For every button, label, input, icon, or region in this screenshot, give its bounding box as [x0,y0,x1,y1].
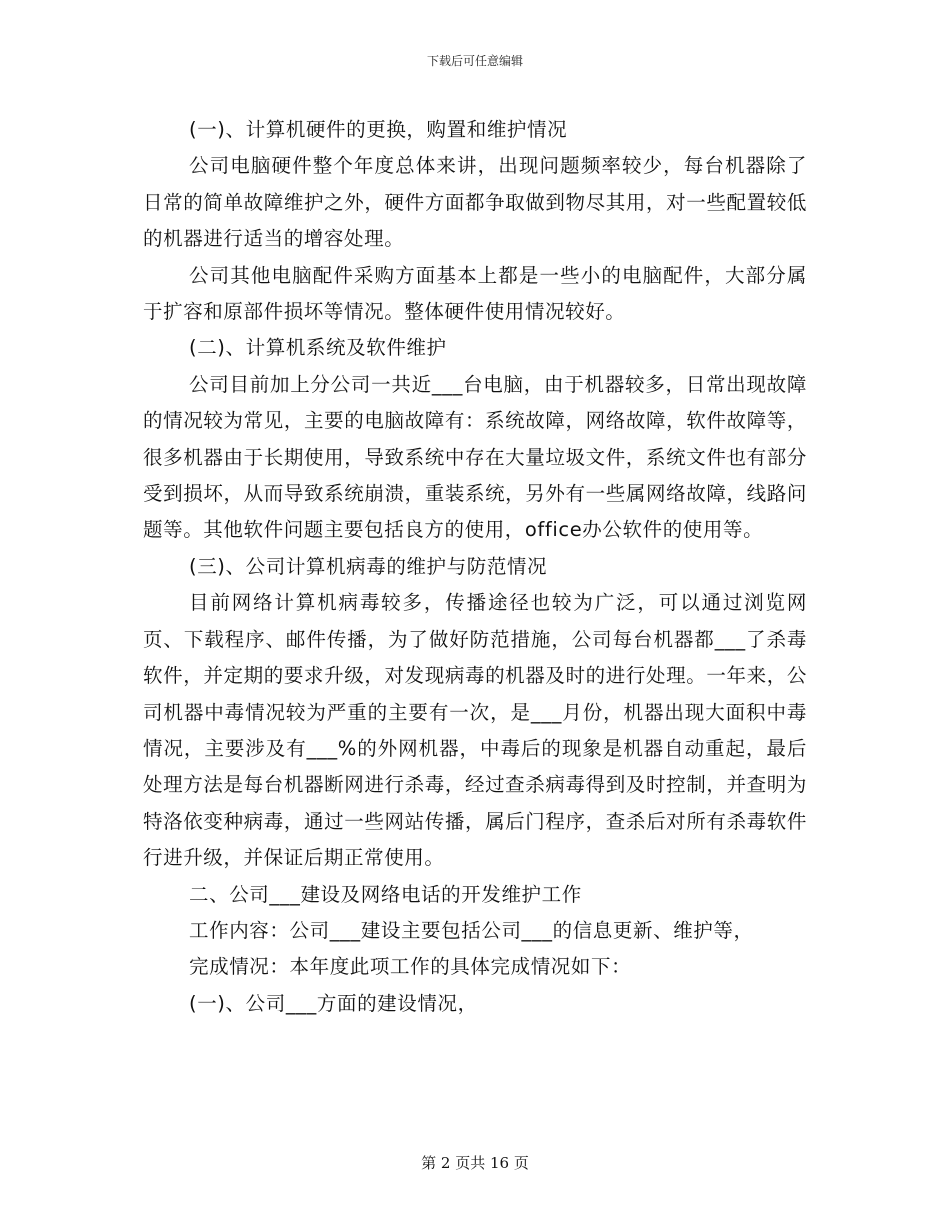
body-paragraph: 公司目前加上分公司一共近___台电脑，由于机器较多，日常出现故障的情况较为常见，主要的电脑故障有：系统故障，网络故障，软件故障等，很多机器由于长期使用，导致系统中存在大量垃圾文件，系统文件也有部分受到损坏，从而导致系统崩溃，重装系统，另外有一些属网络故障，线路问题等。其他软件问题主要包括良方的使用，office办公软件的使用等。 [143,372,807,542]
page-header: 下载后可任意编辑 [426,54,523,68]
body-paragraph: 公司其他电脑配件采购方面基本上都是一些小的电脑配件，大部分属于扩容和原部件损坏等情况。整体硬件使用情况较好。 [143,263,807,324]
section-heading: (一)、公司___方面的建设情况， [189,991,478,1015]
document-body [143,112,807,1022]
section-heading: (一)、计算机硬件的更换，购置和维护情况 [189,118,568,141]
body-paragraph: 目前网络计算机病毒较多，传播途径也较为广泛，可以通过浏览网页、下载程序、邮件传播，为了做好防范措施，公司每台机器都___了杀毒软件，并定期的要求升级，对发现病毒的机器及时的进行处理。一年来，公司机器中毒情况较为严重的主要有一次，是___月份，机器出现大面积中毒情况，主要涉及有___%的外网机器，中毒后的现象是机器自动重起，最后处理方法是每台机器断网进行杀毒，经过查杀病毒得到及时控制，并查明为特洛依变种病毒，通过一些网站传播，属后门程序，查杀后对所有杀毒软件行进升级，并保证后期正常使用。 [143,591,807,870]
page-number: 第 2 页共 16 页 [421,1154,529,1172]
section-heading: (二)、计算机系统及软件维护 [189,336,447,360]
body-paragraph: 工作内容：公司___建设主要包括公司___的信息更新、维护等， [189,918,754,942]
section-heading: 二、公司___建设及网络电话的开发维护工作 [189,882,582,906]
body-paragraph: 完成情况：本年度此项工作的具体完成情况如下： [189,955,632,979]
body-paragraph: 公司电脑硬件整个年度总体来讲，出现问题频率较少，每台机器除了日常的简单故障维护之外，硬件方面都争取做到物尽其用，对一些配置较低的机器进行适当的增容处理。 [143,154,807,251]
section-heading: (三)、公司计算机病毒的维护与防范情况 [189,554,548,578]
